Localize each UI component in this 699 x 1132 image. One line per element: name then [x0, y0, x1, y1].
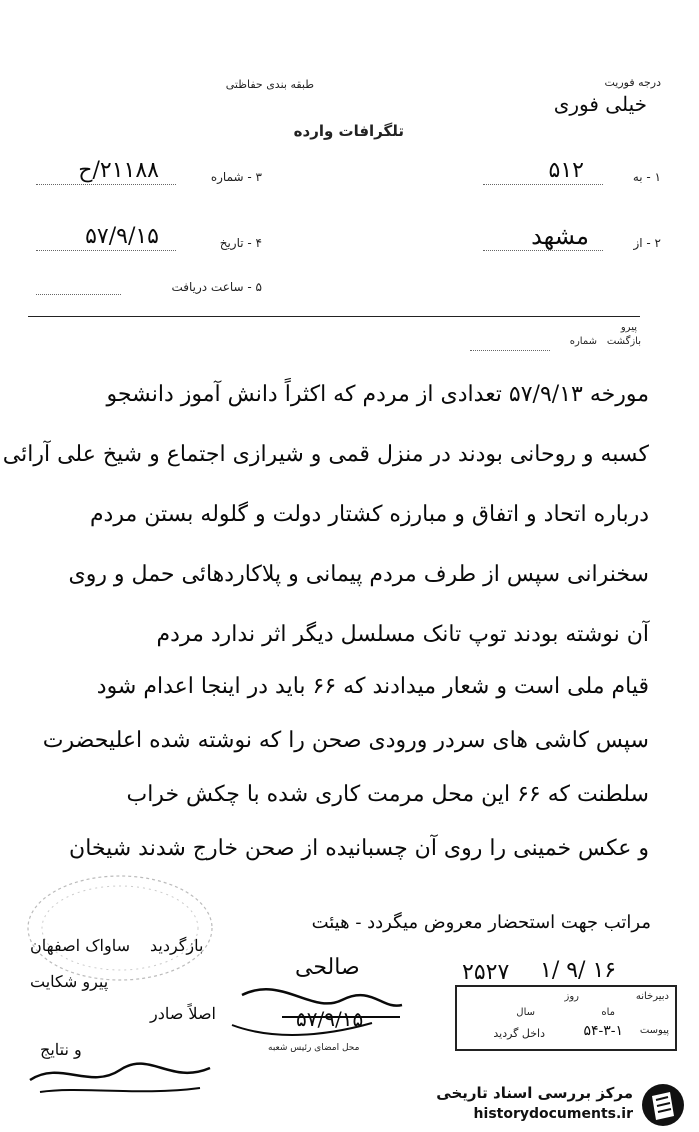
signature-name: صالحی	[295, 955, 360, 980]
watermark-site-name: مرکز بررسی اسناد تاریخی	[436, 1084, 633, 1102]
header-separator	[28, 316, 640, 317]
body-line: سلطنت که ۶۶ این محل مرمت کاری شده با چکش خراب	[126, 782, 649, 807]
register-stamp	[455, 985, 677, 1051]
register-received-value: ۵۴-۳-۱	[583, 1023, 623, 1039]
priority-label: درجه فوریت	[604, 76, 661, 89]
register-day-label: روز	[564, 991, 579, 1002]
document-title: تلگرافات وارده	[293, 122, 404, 140]
from-dots	[483, 250, 603, 251]
margin-note-line: بازگردید	[150, 936, 204, 955]
to-value: ۵۱۲	[548, 158, 584, 183]
register-attachment-label: پیوست	[639, 1025, 669, 1036]
received-time-label: ۵ - ساعت دریافت	[171, 280, 262, 294]
to-label: ۱ - به	[632, 170, 661, 184]
date-value: ۵۷/۹/۱۵	[85, 224, 159, 249]
seal-stamp-icon	[20, 868, 220, 988]
body-line: مورخه ۵۷/۹/۱۳ تعدادی از مردم که اکثراً دانش آموز دانشجو	[106, 382, 649, 407]
archive-logo-icon	[640, 1082, 686, 1128]
to-dots	[483, 184, 603, 185]
date-dots	[36, 250, 176, 251]
margin-note-line: ساواک اصفهان	[30, 936, 130, 955]
signature-caption: محل امضای رئیس شعبه	[268, 1043, 360, 1053]
margin-note-line: و نتایج	[40, 1040, 82, 1059]
reply-label: بازگشت	[606, 336, 641, 347]
body-line: سپس کاشی های سردر ورودی صحن را که نوشته شده اعلیحضرت	[42, 728, 649, 753]
body-line: درباره اتحاد و اتفاق و مبارزه کشتار دولت و گلوله بستن مردم	[89, 502, 649, 527]
signature-scribble-icon	[222, 965, 412, 1045]
number-dots	[36, 184, 176, 185]
margin-note-line: اصلاً صادر	[150, 1004, 216, 1023]
reference-dots	[470, 350, 550, 351]
from-value: مشهد	[531, 222, 589, 250]
register-month-label: ماه	[601, 1007, 615, 1018]
number-value: ۲۱۱۸۸/ح	[78, 158, 159, 183]
date-label: ۴ - تاریخ	[219, 236, 262, 250]
margin-note-line: پیرو شکایت	[30, 972, 109, 991]
priority-value: خیلی فوری	[553, 92, 647, 116]
register-year-label: سال	[516, 1007, 535, 1018]
signature-date: ۵۷/۹/۱۵	[296, 1007, 364, 1031]
body-line: سخنرانی سپس از طرف مردم پیمانی و پلاکاردهائی حمل و روی	[68, 562, 649, 587]
margin-scribble-icon	[20, 1040, 220, 1100]
closing-line: مراتب جهت استحضار معروض میگردد - هیئت	[311, 912, 651, 933]
follow-label: پیرو	[620, 322, 637, 333]
register-number: ۲۵۲۷	[462, 960, 510, 985]
watermark-site-url: historydocuments.ir	[473, 1106, 633, 1122]
received-time-dots	[36, 294, 121, 295]
reference-number-label: شماره	[569, 336, 597, 347]
register-received-label: داخل گردید	[493, 1027, 545, 1040]
classification-label: طبقه بندی حفاظتی	[225, 78, 314, 91]
number-label: ۳ - شماره	[210, 170, 262, 184]
body-line: و عکس خمینی را روی آن چسبانیده از صحن خارج شدند شیخان	[69, 836, 649, 861]
body-line: آن نوشته بودند توپ تانک مسلسل دیگر اثر ندارد مردم	[156, 622, 649, 647]
body-line: قیام ملی است و شعار میدادند که ۶۶ باید در اینجا اعدام شود	[96, 674, 649, 699]
register-label: دبیرخانه	[635, 991, 669, 1002]
register-date: ۱/ ۹/ ۱۶	[540, 958, 617, 983]
from-label: ۲ - از	[633, 236, 661, 250]
body-line: کسبه و روحانی بودند در منزل قمی و شیرازی اجتماع و شیخ علی آرائی	[2, 442, 649, 467]
